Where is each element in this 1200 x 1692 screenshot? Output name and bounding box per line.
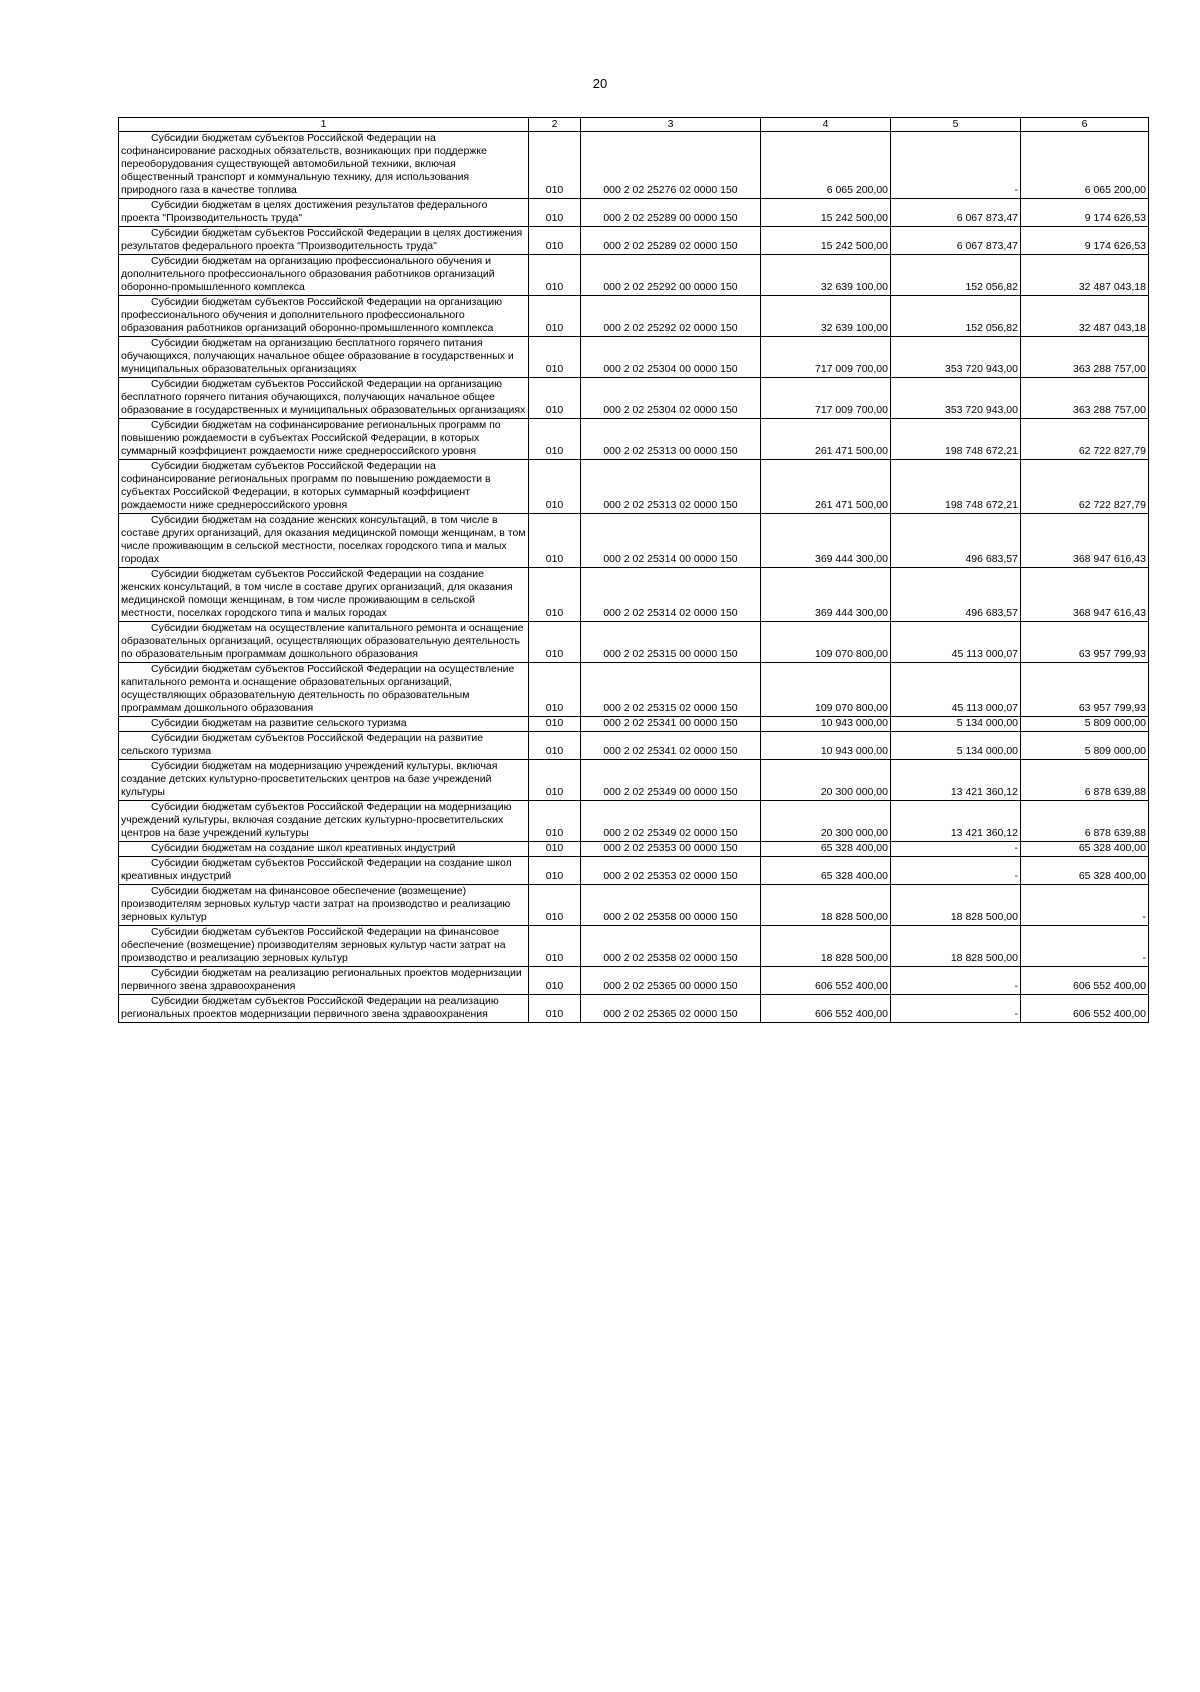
row-budget-classification-code: 000 2 02 25315 02 0000 150 — [581, 663, 761, 717]
row-remaining-amount: 368 947 616,43 — [1021, 568, 1149, 622]
row-remaining-amount: 6 878 639,88 — [1021, 760, 1149, 801]
row-budget-classification-code: 000 2 02 25353 00 0000 150 — [581, 842, 761, 857]
row-code: 010 — [529, 842, 581, 857]
row-remaining-amount: 606 552 400,00 — [1021, 967, 1149, 995]
row-approved-amount: 65 328 400,00 — [761, 842, 891, 857]
column-header-1: 1 — [119, 118, 529, 132]
table-row — [119, 296, 1149, 337]
row-approved-amount: 109 070 800,00 — [761, 622, 891, 663]
row-approved-amount: 6 065 200,00 — [761, 132, 891, 199]
row-approved-amount: 32 639 100,00 — [761, 255, 891, 296]
row-executed-amount: - — [891, 967, 1021, 995]
row-approved-amount: 109 070 800,00 — [761, 663, 891, 717]
row-executed-amount: - — [891, 857, 1021, 885]
table-row — [119, 663, 1149, 717]
table-row — [119, 926, 1149, 967]
table-row — [119, 227, 1149, 255]
row-executed-amount: 5 134 000,00 — [891, 732, 1021, 760]
table-row — [119, 622, 1149, 663]
row-executed-amount: - — [891, 842, 1021, 857]
row-remaining-amount: 363 288 757,00 — [1021, 337, 1149, 378]
row-description: Субсидии бюджетам на организацию бесплатного горячего питания обучающихся, получающих начальное общее образование в государственных и муниципальных образовательных организациях — [119, 337, 529, 378]
table-row — [119, 378, 1149, 419]
row-budget-classification-code: 000 2 02 25341 00 0000 150 — [581, 717, 761, 732]
row-budget-classification-code: 000 2 02 25358 00 0000 150 — [581, 885, 761, 926]
row-executed-amount: 45 113 000,07 — [891, 663, 1021, 717]
row-code: 010 — [529, 460, 581, 514]
row-executed-amount: 5 134 000,00 — [891, 717, 1021, 732]
row-description: Субсидии бюджетам на создание школ креативных индустрий — [119, 842, 529, 857]
row-remaining-amount: 363 288 757,00 — [1021, 378, 1149, 419]
row-budget-classification-code: 000 2 02 25289 02 0000 150 — [581, 227, 761, 255]
table-row — [119, 967, 1149, 995]
row-remaining-amount: 65 328 400,00 — [1021, 842, 1149, 857]
row-code: 010 — [529, 337, 581, 378]
row-approved-amount: 606 552 400,00 — [761, 967, 891, 995]
row-description: Субсидии бюджетам субъектов Российской Федерации на софинансирование расходных обязательств, возникающих при поддержке переоборудования существующей автомобильной техники, включая общественный транспорт и коммунальную технику, для использования природного газа в качестве топлива — [119, 132, 529, 199]
row-budget-classification-code: 000 2 02 25349 02 0000 150 — [581, 801, 761, 842]
row-budget-classification-code: 000 2 02 25314 02 0000 150 — [581, 568, 761, 622]
column-header-3: 3 — [581, 118, 761, 132]
page-number: 20 — [592, 76, 608, 91]
row-remaining-amount: 606 552 400,00 — [1021, 995, 1149, 1023]
table-row — [119, 760, 1149, 801]
table-row — [119, 842, 1149, 857]
row-description: Субсидии бюджетам на реализацию региональных проектов модернизации первичного звена здравоохранения — [119, 967, 529, 995]
budget-table — [118, 117, 1149, 1023]
row-description: Субсидии бюджетам субъектов Российской Федерации на организацию профессионального обучения и дополнительного профессионального образования работников организаций оборонно-промышленного комплекса — [119, 296, 529, 337]
row-approved-amount: 20 300 000,00 — [761, 760, 891, 801]
row-executed-amount: 13 421 360,12 — [891, 760, 1021, 801]
row-executed-amount: 18 828 500,00 — [891, 926, 1021, 967]
row-budget-classification-code: 000 2 02 25353 02 0000 150 — [581, 857, 761, 885]
row-description: Субсидии бюджетам субъектов Российской Федерации в целях достижения результатов федерального проекта "Производительность труда" — [119, 227, 529, 255]
row-code: 010 — [529, 227, 581, 255]
table-row — [119, 717, 1149, 732]
row-executed-amount: - — [891, 995, 1021, 1023]
row-description: Субсидии бюджетам субъектов Российской Федерации на реализацию региональных проектов модернизации первичного звена здравоохранения — [119, 995, 529, 1023]
row-budget-classification-code: 000 2 02 25349 00 0000 150 — [581, 760, 761, 801]
row-description: Субсидии бюджетам субъектов Российской Федерации на создание женских консультаций, в том числе в составе других организаций, для оказания медицинской помощи женщинам, в том числе проживающим в сельской местности, поселках городского типа и малых городах — [119, 568, 529, 622]
table-row — [119, 801, 1149, 842]
row-budget-classification-code: 000 2 02 25358 02 0000 150 — [581, 926, 761, 967]
column-header-5: 5 — [891, 118, 1021, 132]
row-executed-amount: 152 056,82 — [891, 296, 1021, 337]
table-row — [119, 885, 1149, 926]
row-approved-amount: 606 552 400,00 — [761, 995, 891, 1023]
row-approved-amount: 10 943 000,00 — [761, 717, 891, 732]
table-row — [119, 337, 1149, 378]
row-description: Субсидии бюджетам субъектов Российской Федерации на развитие сельского туризма — [119, 732, 529, 760]
row-approved-amount: 65 328 400,00 — [761, 857, 891, 885]
row-remaining-amount: 65 328 400,00 — [1021, 857, 1149, 885]
row-remaining-amount: 9 174 626,53 — [1021, 227, 1149, 255]
row-description: Субсидии бюджетам субъектов Российской Федерации на финансовое обеспечение (возмещение) производителям зерновых культур части затрат на производство и реализацию зерновых культур — [119, 926, 529, 967]
row-approved-amount: 10 943 000,00 — [761, 732, 891, 760]
row-description: Субсидии бюджетам субъектов Российской Федерации на осуществление капитального ремонта и оснащение образовательных организаций, осуществляющих образовательную деятельность по образовательным программам дошкольного образования — [119, 663, 529, 717]
row-description: Субсидии бюджетам в целях достижения результатов федерального проекта "Производительность труда" — [119, 199, 529, 227]
row-code: 010 — [529, 296, 581, 337]
row-executed-amount: 6 067 873,47 — [891, 199, 1021, 227]
row-executed-amount: 353 720 943,00 — [891, 337, 1021, 378]
row-description: Субсидии бюджетам на осуществление капитального ремонта и оснащение образовательных организаций, осуществляющих образовательную деятельность по образовательным программам дошкольного образования — [119, 622, 529, 663]
row-executed-amount: 353 720 943,00 — [891, 378, 1021, 419]
row-description: Субсидии бюджетам на финансовое обеспечение (возмещение) производителям зерновых культур части затрат на производство и реализацию зерновых культур — [119, 885, 529, 926]
table-row — [119, 419, 1149, 460]
row-code: 010 — [529, 622, 581, 663]
row-remaining-amount: - — [1021, 926, 1149, 967]
row-approved-amount: 18 828 500,00 — [761, 926, 891, 967]
row-remaining-amount: 62 722 827,79 — [1021, 460, 1149, 514]
row-description: Субсидии бюджетам на организацию профессионального обучения и дополнительного профессионального образования работников организаций оборонно-промышленного комплекса — [119, 255, 529, 296]
row-budget-classification-code: 000 2 02 25304 00 0000 150 — [581, 337, 761, 378]
row-description: Субсидии бюджетам субъектов Российской Федерации на организацию бесплатного горячего питания обучающихся, получающих начальное общее образование в государственных и муниципальных образовательных организациях — [119, 378, 529, 419]
column-header-4: 4 — [761, 118, 891, 132]
table-row — [119, 514, 1149, 568]
row-budget-classification-code: 000 2 02 25341 02 0000 150 — [581, 732, 761, 760]
column-header-6: 6 — [1021, 118, 1149, 132]
row-description: Субсидии бюджетам на софинансирование региональных программ по повышению рождаемости в субъектах Российской Федерации, в которых суммарный коэффициент рождаемости ниже среднероссийского уровня — [119, 419, 529, 460]
row-budget-classification-code: 000 2 02 25313 02 0000 150 — [581, 460, 761, 514]
row-code: 010 — [529, 885, 581, 926]
row-remaining-amount: 5 809 000,00 — [1021, 732, 1149, 760]
row-approved-amount: 32 639 100,00 — [761, 296, 891, 337]
row-remaining-amount: 63 957 799,93 — [1021, 663, 1149, 717]
row-executed-amount: 152 056,82 — [891, 255, 1021, 296]
row-code: 010 — [529, 732, 581, 760]
table-row — [119, 255, 1149, 296]
row-executed-amount: 198 748 672,21 — [891, 419, 1021, 460]
row-description: Субсидии бюджетам субъектов Российской Федерации на создание школ креативных индустрий — [119, 857, 529, 885]
row-budget-classification-code: 000 2 02 25292 02 0000 150 — [581, 296, 761, 337]
row-executed-amount: - — [891, 132, 1021, 199]
table-row — [119, 857, 1149, 885]
row-approved-amount: 369 444 300,00 — [761, 514, 891, 568]
row-budget-classification-code: 000 2 02 25292 00 0000 150 — [581, 255, 761, 296]
row-description: Субсидии бюджетам на развитие сельского туризма — [119, 717, 529, 732]
row-code: 010 — [529, 663, 581, 717]
row-approved-amount: 717 009 700,00 — [761, 337, 891, 378]
row-code: 010 — [529, 419, 581, 460]
column-header-2: 2 — [529, 118, 581, 132]
row-budget-classification-code: 000 2 02 25276 02 0000 150 — [581, 132, 761, 199]
row-approved-amount: 20 300 000,00 — [761, 801, 891, 842]
row-remaining-amount: 6 878 639,88 — [1021, 801, 1149, 842]
row-code: 010 — [529, 568, 581, 622]
row-code: 010 — [529, 967, 581, 995]
row-approved-amount: 369 444 300,00 — [761, 568, 891, 622]
row-remaining-amount: 62 722 827,79 — [1021, 419, 1149, 460]
row-remaining-amount: 32 487 043,18 — [1021, 255, 1149, 296]
row-budget-classification-code: 000 2 02 25315 00 0000 150 — [581, 622, 761, 663]
table-row — [119, 995, 1149, 1023]
row-code: 010 — [529, 717, 581, 732]
row-remaining-amount: 6 065 200,00 — [1021, 132, 1149, 199]
row-approved-amount: 261 471 500,00 — [761, 460, 891, 514]
table-row — [119, 732, 1149, 760]
row-code: 010 — [529, 926, 581, 967]
row-approved-amount: 15 242 500,00 — [761, 227, 891, 255]
row-executed-amount: 18 828 500,00 — [891, 885, 1021, 926]
row-code: 010 — [529, 514, 581, 568]
row-code: 010 — [529, 760, 581, 801]
row-remaining-amount: 9 174 626,53 — [1021, 199, 1149, 227]
row-code: 010 — [529, 378, 581, 419]
row-approved-amount: 717 009 700,00 — [761, 378, 891, 419]
row-executed-amount: 496 683,57 — [891, 514, 1021, 568]
row-executed-amount: 6 067 873,47 — [891, 227, 1021, 255]
row-code: 010 — [529, 995, 581, 1023]
row-budget-classification-code: 000 2 02 25365 02 0000 150 — [581, 995, 761, 1023]
row-executed-amount: 198 748 672,21 — [891, 460, 1021, 514]
row-code: 010 — [529, 255, 581, 296]
row-approved-amount: 261 471 500,00 — [761, 419, 891, 460]
row-executed-amount: 45 113 000,07 — [891, 622, 1021, 663]
row-remaining-amount: 5 809 000,00 — [1021, 717, 1149, 732]
row-code: 010 — [529, 199, 581, 227]
row-code: 010 — [529, 857, 581, 885]
row-code: 010 — [529, 801, 581, 842]
row-approved-amount: 15 242 500,00 — [761, 199, 891, 227]
row-approved-amount: 18 828 500,00 — [761, 885, 891, 926]
row-remaining-amount: 63 957 799,93 — [1021, 622, 1149, 663]
row-budget-classification-code: 000 2 02 25304 02 0000 150 — [581, 378, 761, 419]
row-budget-classification-code: 000 2 02 25313 00 0000 150 — [581, 419, 761, 460]
row-description: Субсидии бюджетам субъектов Российской Федерации на модернизацию учреждений культуры, включая создание детских культурно-просветительских центров на базе учреждений культуры — [119, 801, 529, 842]
row-description: Субсидии бюджетам на создание женских консультаций, в том числе в составе других организаций, для оказания медицинской помощи женщинам, в том числе проживающим в сельской местности, поселках городского типа и малых городах — [119, 514, 529, 568]
row-description: Субсидии бюджетам на модернизацию учреждений культуры, включая создание детских культурно-просветительских центров на базе учреждений культуры — [119, 760, 529, 801]
row-executed-amount: 496 683,57 — [891, 568, 1021, 622]
column-numbers-row — [119, 118, 1149, 132]
row-executed-amount: 13 421 360,12 — [891, 801, 1021, 842]
row-description: Субсидии бюджетам субъектов Российской Федерации на софинансирование региональных программ по повышению рождаемости в субъектах Российской Федерации, в которых суммарный коэффициент рождаемости ниже среднероссийского уровня — [119, 460, 529, 514]
row-budget-classification-code: 000 2 02 25314 00 0000 150 — [581, 514, 761, 568]
row-budget-classification-code: 000 2 02 25289 00 0000 150 — [581, 199, 761, 227]
table-row — [119, 460, 1149, 514]
row-code: 010 — [529, 132, 581, 199]
row-budget-classification-code: 000 2 02 25365 00 0000 150 — [581, 967, 761, 995]
table-row — [119, 132, 1149, 199]
table-body — [119, 132, 1149, 1023]
table-row — [119, 568, 1149, 622]
row-remaining-amount: 368 947 616,43 — [1021, 514, 1149, 568]
table-row — [119, 199, 1149, 227]
row-remaining-amount: - — [1021, 885, 1149, 926]
row-remaining-amount: 32 487 043,18 — [1021, 296, 1149, 337]
